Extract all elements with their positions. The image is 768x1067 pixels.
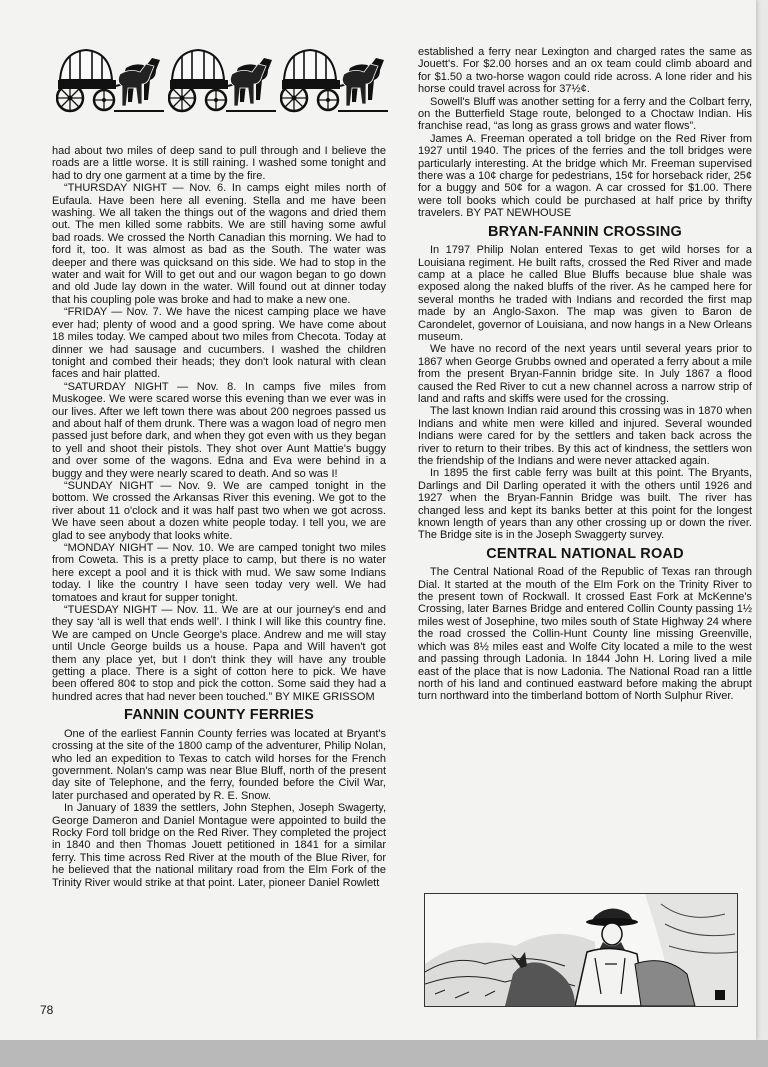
section-heading-bryan-fannin-crossing: BRYAN-FANNIN CROSSING — [487, 223, 683, 240]
paragraph: One of the earliest Fannin County ferries was located at Bryant's crossing at the site of the 1800 camp of the adventurer, Philip Nolan, who led an expedition to Texas to catch wild horses for the French government. Nolan's camp was near Blue Bluff, north of the present day site of Telephone, and the ferry, founded before the Civil War, later purchased and operated by R. E. Snow. — [52, 727, 386, 802]
covered-wagon-icon — [280, 44, 390, 116]
central-national-road-body — [418, 566, 752, 702]
fannin-county-ferries-body — [52, 728, 386, 889]
paragraph: The last known Indian raid around this crossing was in 1870 when Indians and white men were killed and injured. Several wounded Indians were cared for by the settlers and taken back across the river to return to their tribes. By this act of kindness, the settlers won the friendship of the Indians and were never attacked again. — [418, 405, 752, 467]
covered-wagon-icon — [56, 44, 166, 116]
paragraph: “MONDAY NIGHT — Nov. 10. We are camped tonight two miles from Coweta. This is a pretty place to camp, but there is no water here except a pool and it is thick with mud. We saw some Indians today. I like the country I have seen today very well. We had tomatoes and kraut for supper tonight. — [52, 542, 386, 604]
paragraph: James A. Freeman operated a toll bridge on the Red River from 1927 until 1940. The prices of the ferries and the toll bridges were particularly interesting. At the bridge which Mr. Freeman supervised there was a 10¢ charge for pedestrians, 15¢ for horseback rider, 25¢ for a buggy and 50¢ for a wagon. A car crossed for $1.00. There were toll books which could be purchased at half price by thrifty travelers. BY PAT NEWHOUSE — [418, 132, 752, 220]
covered-wagon-icon — [168, 44, 278, 116]
scan-bottom-edge — [0, 1040, 768, 1067]
paragraph: Sowell's Bluff was another setting for a ferry and the Colbart ferry, on the Butterfield Stage route, belonged to a Choctaw Indian. His franchise read, “as long as grass grows and water flows”. — [418, 95, 752, 133]
bryan-fannin-crossing-body — [418, 244, 752, 542]
ferries-continued-body — [418, 46, 752, 220]
paragraph: “FRIDAY — Nov. 7. We have the nicest camping place we have ever had; plenty of wood and a good spring. We have come about 18 miles today. We camped about two miles from Checota. Today at dinner we had sausage and cucumbers. I washed the children tonight and combed their heads; they don't look natural with clean faces and hair platted. — [52, 306, 386, 381]
diary-entries — [52, 145, 386, 703]
right-column — [418, 46, 752, 703]
paragraph: In January of 1839 the settlers, John Stephen, Joseph Swagerty, George Dameron and Daniel Montague were appointed to build the Rocky Ford toll bridge on the Red River. They completed the project in 1840 and then Thomas Jouett petitioned in 1841 for a similar ferry. This time across Red River at the mouth of the Blue River, for he believed that the national military road from the Elm Fork of the Trinity River would strike at that point. Later, pioneer Daniel Rowlett — [52, 802, 386, 889]
cowboy-on-horse-illustration — [424, 893, 738, 1007]
paragraph: “SUNDAY NIGHT — Nov. 9. We are camped tonight in the bottom. We crossed the Arkansas River this evening. We got to the river about 11 o'clock and it was half past two when we got across. We have seen about a dozen white people today. I tell you, we are glad to see anybody that looks white. — [52, 479, 386, 542]
page-number: 78 — [40, 1003, 54, 1017]
paragraph: established a ferry near Lexington and charged rates the same as Jouett's. For $2.00 horses and an ox team could climb aboard and for $1.50 a two-horse wagon could ride across. A lone rider and his horse could travel across for 37½¢. — [418, 46, 752, 96]
paragraph: had about two miles of deep sand to pull through and I believe the roads are a little worse. It is still raining. I washed some tonight and had to dry one garment at a time by the fire. — [52, 145, 386, 182]
paragraph: We have no record of the next years until several years prior to 1867 when George Grubbs owned and operated a ferry about a mile from the present Bryan-Fannin bridge site. In July 1867 a flood caused the Red River to cut a new channel across a narrow strip of land and rafts and skiffs were used for the crossing. — [418, 343, 752, 405]
paragraph: In 1895 the first cable ferry was built at this point. The Bryants, Darlings and Dil Darling operated it with the others until 1926 and 1927 when the Bryan-Fannin Bridge was built. The river has changed less and kept its banks better at this point for the longest known length of years than any other crossing up or down the river. The Bridge site is in the Joseph Swaggerty survey. — [418, 467, 752, 542]
paragraph: “THURSDAY NIGHT — Nov. 6. In camps eight miles north of Eufaula. Have been here all evening. Stella and me have been washing. We all taken the things out of the wagons and dried them out. The men killed some rabbits. We are still having some awful bad roads. We crossed the North Canadian this morning. We had to ford it, too. It was almost as bad as the South. The water was deeper and there was quicksand on this side. We had to stop in the water and wait for Will to get out and our wagon began to go down and old Jude lay down in the water. Will found out at dinner today that his coupling pole was broke and had to make a new one. — [52, 182, 386, 306]
paragraph: “SATURDAY NIGHT — Nov. 8. In camps five miles from Muskogee. We were scared worse this evening than we ever was in our lives. After we left town there was about 200 negroes passed us and about half of them drunk. There was a wagon load of negro men passed just before dark, and when they got even with us they began to yell and shoot their pistols. They shot over Aunt Mattie's buggy and over some of the wagons. Edna and Eva were behind in a buggy and they were nearly scared to death. And so was I! — [52, 380, 386, 480]
section-heading-fannin-county-ferries: FANNIN COUNTY FERRIES — [123, 707, 315, 724]
paragraph: The Central National Road of the Republic of Texas ran through Dial. It started at the mouth of the Elm Fork on the Trinity River to the present town of Rockwall. It crossed East Fork at McKenne's Crossing, later Barnes Bridge and entered Collin County passing 1½ miles west of Josephine, two miles south of State Highway 24 where the road crossed the Collin-Hunt County line missing Greenville, which was 8½ miles east and Wolfe City located a mile to the west and passing through Ladonia. In 1844 John H. Loring lived a mile east of the place that is now Ladonia. The National Road ran a little north of his land and continued eastward before making the abrupt turn northward into the timberland bottom of North Sulphur River. — [418, 566, 752, 703]
paragraph: “TUESDAY NIGHT — Nov. 11. We are at our journey's end and they say ‘all is well that ends well’. I think I will like this country fine. We are camped on Uncle George's place. Andrew and me will stay until Uncle George builds us a house. Papa and Will haven't got them any place yet, but I don't think they will have any trouble getting a place. There is a sight of cotton here to pick. We have been offered 80¢ to stop and pick the cotton. Some said they had a hundred acres that had never been touched.” BY MIKE GRISSOM — [52, 604, 386, 703]
left-column — [52, 145, 386, 889]
wagon-header-illustration — [56, 44, 388, 116]
paragraph: In 1797 Philip Nolan entered Texas to get wild horses for a Louisiana regiment. He built rafts, crossed the Red River and made camp at a place he called Blue Bluffs because blue shale was exposed along the naked bluffs of the river. As he camped here for several months he traded with Indians and recorded the first map made by an Anglo-Saxon. The map was given to Baron de Carondelet, governor of Louisiana, and now hangs in a New Orleans museum. — [418, 244, 752, 343]
section-heading-central-national-road: CENTRAL NATIONAL ROAD — [486, 545, 684, 562]
